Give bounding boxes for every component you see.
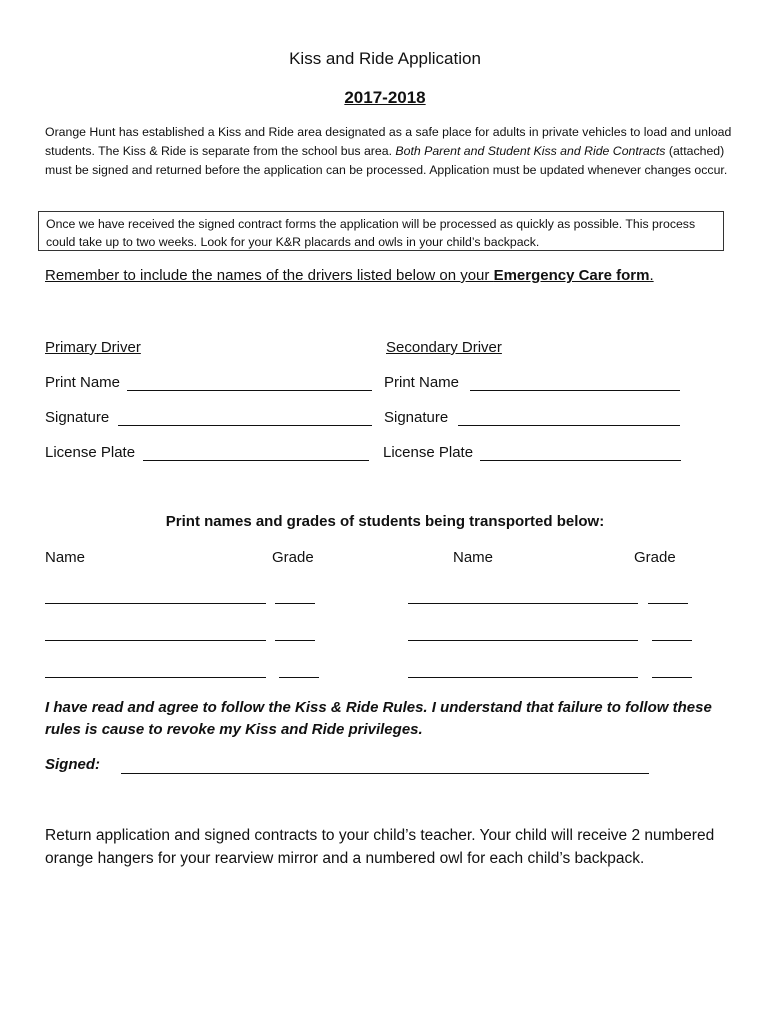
return-instructions: Return application and signed contracts to your child’s teacher. Your child will receive 2 numbered orange hangers for your rearview mirror and a numbered owl for each child’s backpack. xyxy=(45,827,715,867)
student-grade-header-right: Grade xyxy=(634,549,676,566)
rules-agreement-statement: I have read and agree to follow the Kiss & Ride Rules. I understand that failure to follow these rules is cause to revoke my Kiss and Ride privileges. xyxy=(45,699,712,738)
student-name-field[interactable] xyxy=(408,640,638,641)
primary-signature-field[interactable] xyxy=(118,425,372,426)
intro-text-2: (attached) must be signed and returned before the application can be processed. Application must be updated whenever changes occur. xyxy=(45,144,728,177)
secondary-license-plate-field[interactable] xyxy=(480,460,681,461)
intro-paragraph xyxy=(45,123,735,180)
student-grade-field[interactable] xyxy=(279,677,319,678)
primary-driver-heading: Primary Driver xyxy=(45,339,141,356)
student-name-field[interactable] xyxy=(45,603,266,604)
secondary-signature-label: Signature xyxy=(384,409,449,426)
student-name-header-right: Name xyxy=(453,549,494,566)
student-grade-field[interactable] xyxy=(652,677,692,678)
student-grade-field[interactable] xyxy=(275,603,315,604)
primary-signature-label: Signature xyxy=(45,409,110,426)
secondary-print-name-label: Print Name xyxy=(384,374,460,391)
secondary-print-name-field[interactable] xyxy=(470,390,680,391)
intro-text-1: Orange Hunt has established a Kiss and Ride area designated as a safe place for adults in private vehicles to load and unload students. The Kiss & Ride is separate from the school bus area. xyxy=(45,125,732,158)
secondary-signature-field[interactable] xyxy=(458,425,680,426)
student-grade-field[interactable] xyxy=(275,640,315,641)
emergency-care-form-label: Emergency Care form xyxy=(493,267,650,284)
school-year: 2017-2018 xyxy=(344,88,426,107)
processing-notice-box: Once we have received the signed contract forms the application will be processed as quickly as possible. This process could take up to two weeks. Look for your K&R placards and owls in your child’s backpack. xyxy=(38,211,724,251)
student-name-field[interactable] xyxy=(408,603,638,604)
reminder-text: Remember to include the names of the drivers listed below on your xyxy=(45,267,494,284)
student-grade-field[interactable] xyxy=(648,603,688,604)
primary-license-plate-label: License Plate xyxy=(45,444,136,461)
primary-license-plate-field[interactable] xyxy=(143,460,369,461)
student-name-field[interactable] xyxy=(408,677,638,678)
primary-print-name-label: Print Name xyxy=(45,374,121,391)
page-title: Kiss and Ride Application xyxy=(289,49,481,68)
agreement-signature-field[interactable] xyxy=(121,773,649,774)
student-name-field[interactable] xyxy=(45,640,266,641)
signed-label: Signed: xyxy=(45,756,100,773)
student-name-header-left: Name xyxy=(45,549,86,566)
student-grade-field[interactable] xyxy=(652,640,692,641)
reminder-period: . xyxy=(649,267,654,284)
secondary-license-plate-label: License Plate xyxy=(383,444,474,461)
secondary-driver-heading: Secondary Driver xyxy=(386,339,502,356)
emergency-care-reminder xyxy=(45,267,654,284)
student-name-field[interactable] xyxy=(45,677,266,678)
primary-print-name-field[interactable] xyxy=(127,390,372,391)
intro-contracts-italic: Both Parent and Student Kiss and Ride Contracts xyxy=(395,144,666,158)
students-heading: Print names and grades of students being transported below: xyxy=(165,513,605,530)
student-grade-header-left: Grade xyxy=(272,549,314,566)
